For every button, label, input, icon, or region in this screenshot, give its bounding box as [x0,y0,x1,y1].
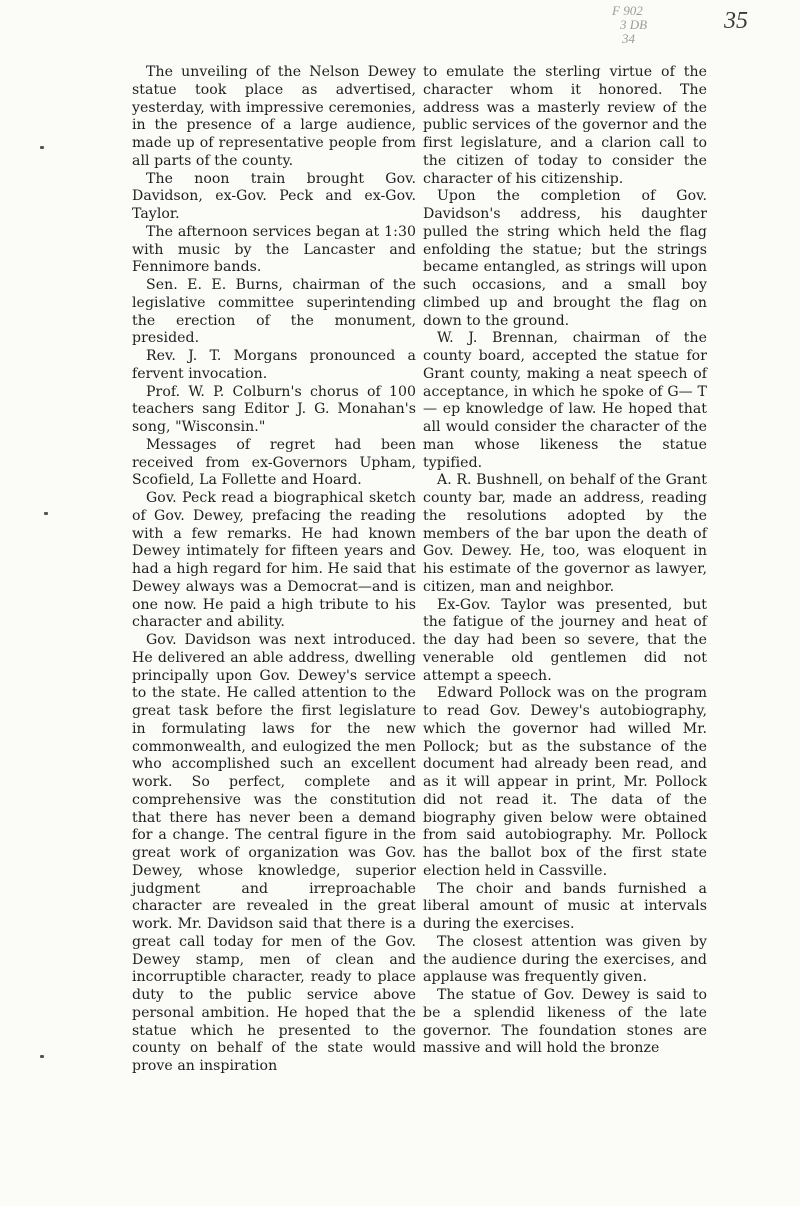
paragraph: Prof. W. P. Colburn's chorus of 100 teachers sang Editor J. G. Monahan's song, "Wisconsin." [132,383,416,435]
archive-note: 3 DB [620,17,648,32]
paragraph: The statue of Gov. Dewey is said to be a splendid likeness of the late governor. The foundation stones are massive and will hold the bronze [423,987,707,1057]
paragraph: Rev. J. T. Morgans pronounced a fervent invocation. [132,348,416,382]
paragraph: The closest attention was given by the audience during the exercises, and applause was frequently given. [423,933,707,986]
paragraph: Gov. Davidson was next introduced. He delivered an able address, dwelling principally upon Gov. Dewey's service to the state. He called attention to the great task before the first legislature in formulating laws for the new commonwealth, and eulogized the men who accomplished such an excellent work. So perfect, complete and comprehensive was the constitution that there has never been a demand for a change. The central figure in the great work of organization was Gov. Dewey, whose knowledge, superior judgment and irreproachable character are revealed in the great work. Mr. Davidson said that there is a great call today for men of the Gov. Dewey stamp, men of clean and incorruptible character, ready to place duty to the public service above personal ambition. He hoped that the statue which he presented to the county on behalf of the state would prove an inspiration [132,632,416,1074]
archive-pencil-notes [612,4,704,46]
margin-mark [40,146,44,149]
margin-mark [40,1055,44,1058]
archive-note: F 902 [612,3,643,18]
article-column-left [132,64,416,1076]
paragraph: A. R. Bushnell, on behalf of the Grant county bar, made an address, reading the resolutions adopted by the members of the bar upon the death of Gov. Dewey. He, too, was eloquent in his estimate of the governor as lawyer, citizen, man and neighbor. [423,472,707,595]
paragraph: Messages of regret had been received from ex-Governors Upham, Scofield, La Follette and Hoard. [132,436,416,489]
paragraph: The afternoon services began at 1:30 with music by the Lancaster and Fennimore bands. [132,223,416,276]
paragraph: The choir and bands furnished a liberal amount of music at intervals during the exercises. [423,880,707,932]
margin-mark [44,512,48,515]
archive-note: 34 [622,31,635,46]
paragraph: to emulate the sterling virtue of the character whom it honored. The address was a masterly review of the public services of the governor and the first legislature, and a clarion call to the citizen of today to consider the character of his citizenship. [423,64,707,187]
paragraph: Edward Pollock was on the program to read Gov. Dewey's autobiography, which the governor had willed Mr. Pollock; but as the substance of the document had already been read, and as it will appear in print, Mr. Pollock did not read it. The data of the biography given below were obtained from said autobiography. Mr. Pollock has the ballot box of the first state election held in Cassville. [423,685,707,879]
paragraph: W. J. Brennan, chairman of the county board, accepted the statue for Grant county, making a neat speech of acceptance, in which he spoke of G— T— ep knowledge of law. He hoped that all would consider the character of the man whose likeness the statue typified. [423,330,707,471]
paragraph: The noon train brought Gov. Davidson, ex-Gov. Peck and ex-Gov. Taylor. [132,170,416,222]
article-column-right [423,64,707,1058]
paragraph: Upon the completion of Gov. Davidson's address, his daughter pulled the string which held the flag enfolding the statue; but the strings became entangled, as strings will upon such occasions, and a small boy climbed up and brought the flag on down to the ground. [423,188,707,329]
paragraph: Sen. E. E. Burns, chairman of the legislative committee superintending the erection of the monument, presided. [132,277,416,347]
paragraph: Ex-Gov. Taylor was presented, but the fatigue of the journey and heat of the day had been so severe, that the venerable old gentlemen did not attempt a speech. [423,596,707,684]
paragraph: Gov. Peck read a biographical sketch of Gov. Dewey, prefacing the reading with a few remarks. He had known Dewey intimately for fifteen years and had a high regard for him. He said that Dewey always was a Democrat—and is one now. He paid a high tribute to his character and ability. [132,490,416,631]
page-number: 35 [724,8,748,34]
paragraph: The unveiling of the Nelson Dewey statue took place as advertised, yesterday, with impressive ceremonies, in the presence of a large audience, made up of representative people from all parts of the county. [132,64,416,169]
